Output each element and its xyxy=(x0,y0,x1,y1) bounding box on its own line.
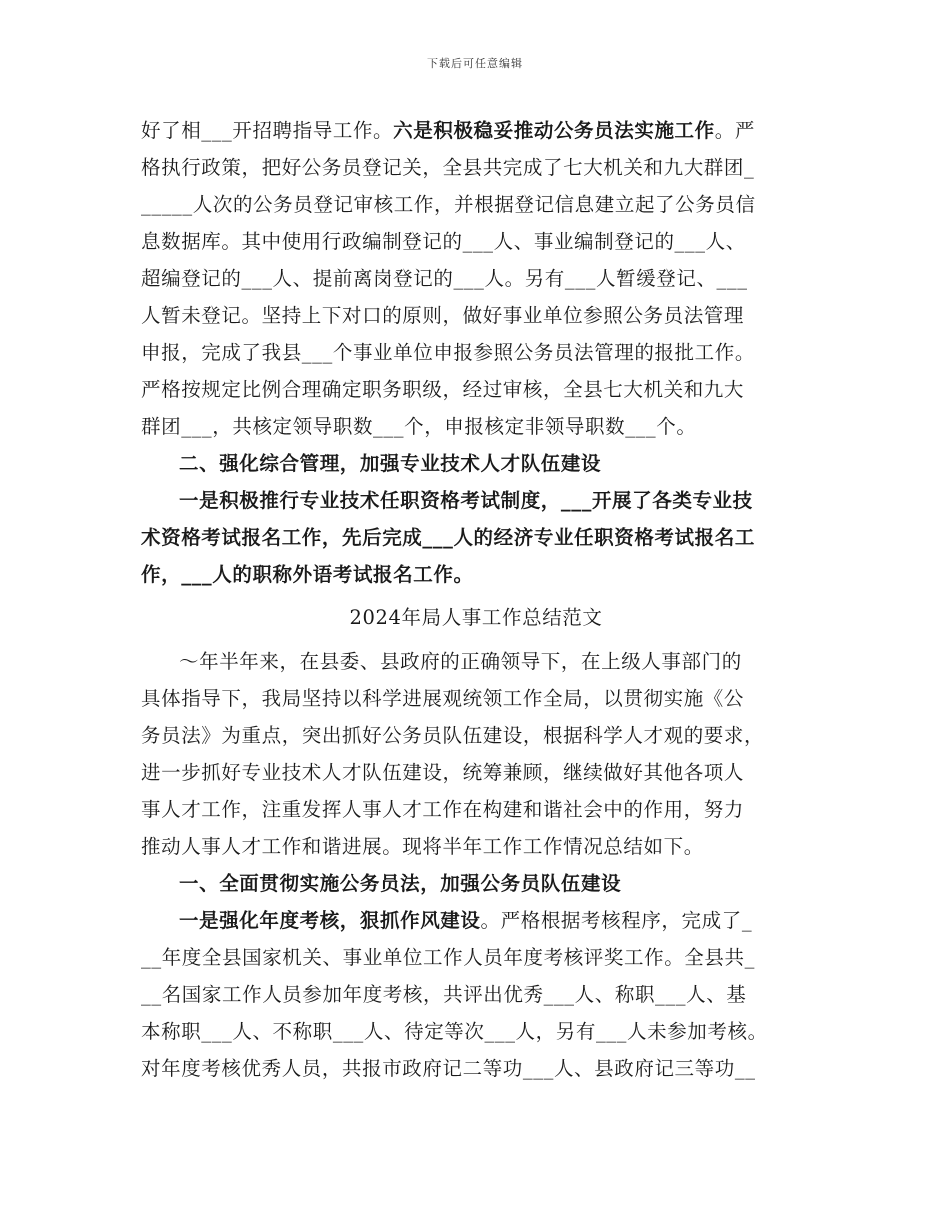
text-segment: 息数据库。其中使用行政编制登记的___人、事业编制登记的___人、 xyxy=(141,230,746,253)
bold-text-segment: 一是积极推行专业技术任职资格考试制度，___开展了各类专业技 xyxy=(179,489,753,512)
text-line xyxy=(141,791,811,828)
text-line xyxy=(141,865,811,902)
text-segment: _____人次的公务员登记审核工作，并根据登记信息建立起了公务员信 xyxy=(141,193,756,216)
text-line xyxy=(141,828,811,865)
text-segment: ～年半年来，在县委、县政府的正确领导下，在上级人事部门的 xyxy=(179,650,742,673)
text-segment: 。严 xyxy=(714,119,755,142)
text-line xyxy=(141,717,811,754)
text-line xyxy=(141,643,811,680)
text-segment: 务员法》为重点，突出抓好公务员队伍建设，根据科学人才观的要求， xyxy=(141,724,765,747)
text-line xyxy=(141,1050,811,1087)
text-segment: 好了相___开招聘指导工作。 xyxy=(141,119,394,142)
text-line xyxy=(141,112,811,149)
text-segment: __年度全县国家机关、事业单位工作人员年度考核评奖工作。全县共_ xyxy=(141,946,755,969)
bold-text-segment: 术资格考试报名工作，先后完成___人的经济专业任职资格考试报名工 xyxy=(141,526,755,549)
text-segment: 推动人事人才工作和谐进展。现将半年工作工作情况总结如下。 xyxy=(141,835,704,858)
bold-text-segment: 作，___人的职称外语考试报名工作。 xyxy=(141,563,474,586)
bold-text-segment: 一是强化年度考核，狠抓作风建设 xyxy=(179,909,481,932)
text-segment: 格执行政策，把好公务员登记关，全县共完成了七大机关和九大群团_ xyxy=(141,156,755,179)
text-line xyxy=(141,754,811,791)
text-line xyxy=(141,902,811,939)
text-line xyxy=(141,556,811,593)
text-line xyxy=(141,149,811,186)
text-line xyxy=(141,334,811,371)
text-segment: 具体指导下，我局坚持以科学进展观统领工作全局，以贯彻实施《公 xyxy=(141,687,745,710)
text-line xyxy=(141,519,811,556)
text-line xyxy=(141,408,811,445)
text-line xyxy=(141,1013,811,1050)
document-body xyxy=(141,112,811,1087)
text-segment: 。严格根据考核程序，完成了_ xyxy=(480,909,753,932)
text-segment: 严格按规定比例合理确定职务职级，经过审核，全县七大机关和九大 xyxy=(141,378,745,401)
text-line xyxy=(141,223,811,260)
text-line xyxy=(141,976,811,1013)
text-line xyxy=(141,186,811,223)
text-line xyxy=(141,297,811,334)
text-line xyxy=(141,260,811,297)
bold-text-segment: 二、强化综合管理，加强专业技术人才队伍建设 xyxy=(179,452,602,475)
text-segment: 人暂未登记。坚持上下对口的原则，做好事业单位参照公务员法管理 xyxy=(141,304,745,327)
text-segment: 进一步抓好专业技术人才队伍建设，统筹兼顾，继续做好其他各项人 xyxy=(141,761,745,784)
text-line xyxy=(141,445,811,482)
text-segment: 群团___，共核定领导职数___个，申报核定非领导职数___个。 xyxy=(141,415,697,438)
bold-text-segment: 一、全面贯彻实施公务员法，加强公务员队伍建设 xyxy=(179,872,622,895)
document-title xyxy=(141,593,811,643)
text-segment: __名国家工作人员参加年度考核，共评出优秀___人、称职___人、基 xyxy=(141,983,747,1006)
text-segment: 超编登记的___人、提前离岗登记的___人。另有___人暂缓登记、___ xyxy=(141,267,748,290)
text-line xyxy=(141,371,811,408)
text-line xyxy=(141,482,811,519)
text-line xyxy=(141,939,811,976)
text-line xyxy=(141,680,811,717)
text-segment: 2024年局人事工作总结范文 xyxy=(349,606,603,629)
page-header: 下载后可任意编辑 xyxy=(427,57,523,70)
text-segment: 对年度考核优秀人员，共报市政府记二等功___人、县政府记三等功__ xyxy=(141,1057,756,1080)
bold-text-segment: 六是积极稳妥推动公务员法实施工作 xyxy=(393,119,715,142)
text-segment: 事人才工作，注重发挥人事人才工作在构建和谐社会中的作用，努力 xyxy=(141,798,745,821)
text-segment: 申报，完成了我县___个事业单位申报参照公务员法管理的报批工作。 xyxy=(141,341,755,364)
text-segment: 本称职___人、不称职___人、待定等次___人，另有___人未参加考核。 xyxy=(141,1020,768,1043)
